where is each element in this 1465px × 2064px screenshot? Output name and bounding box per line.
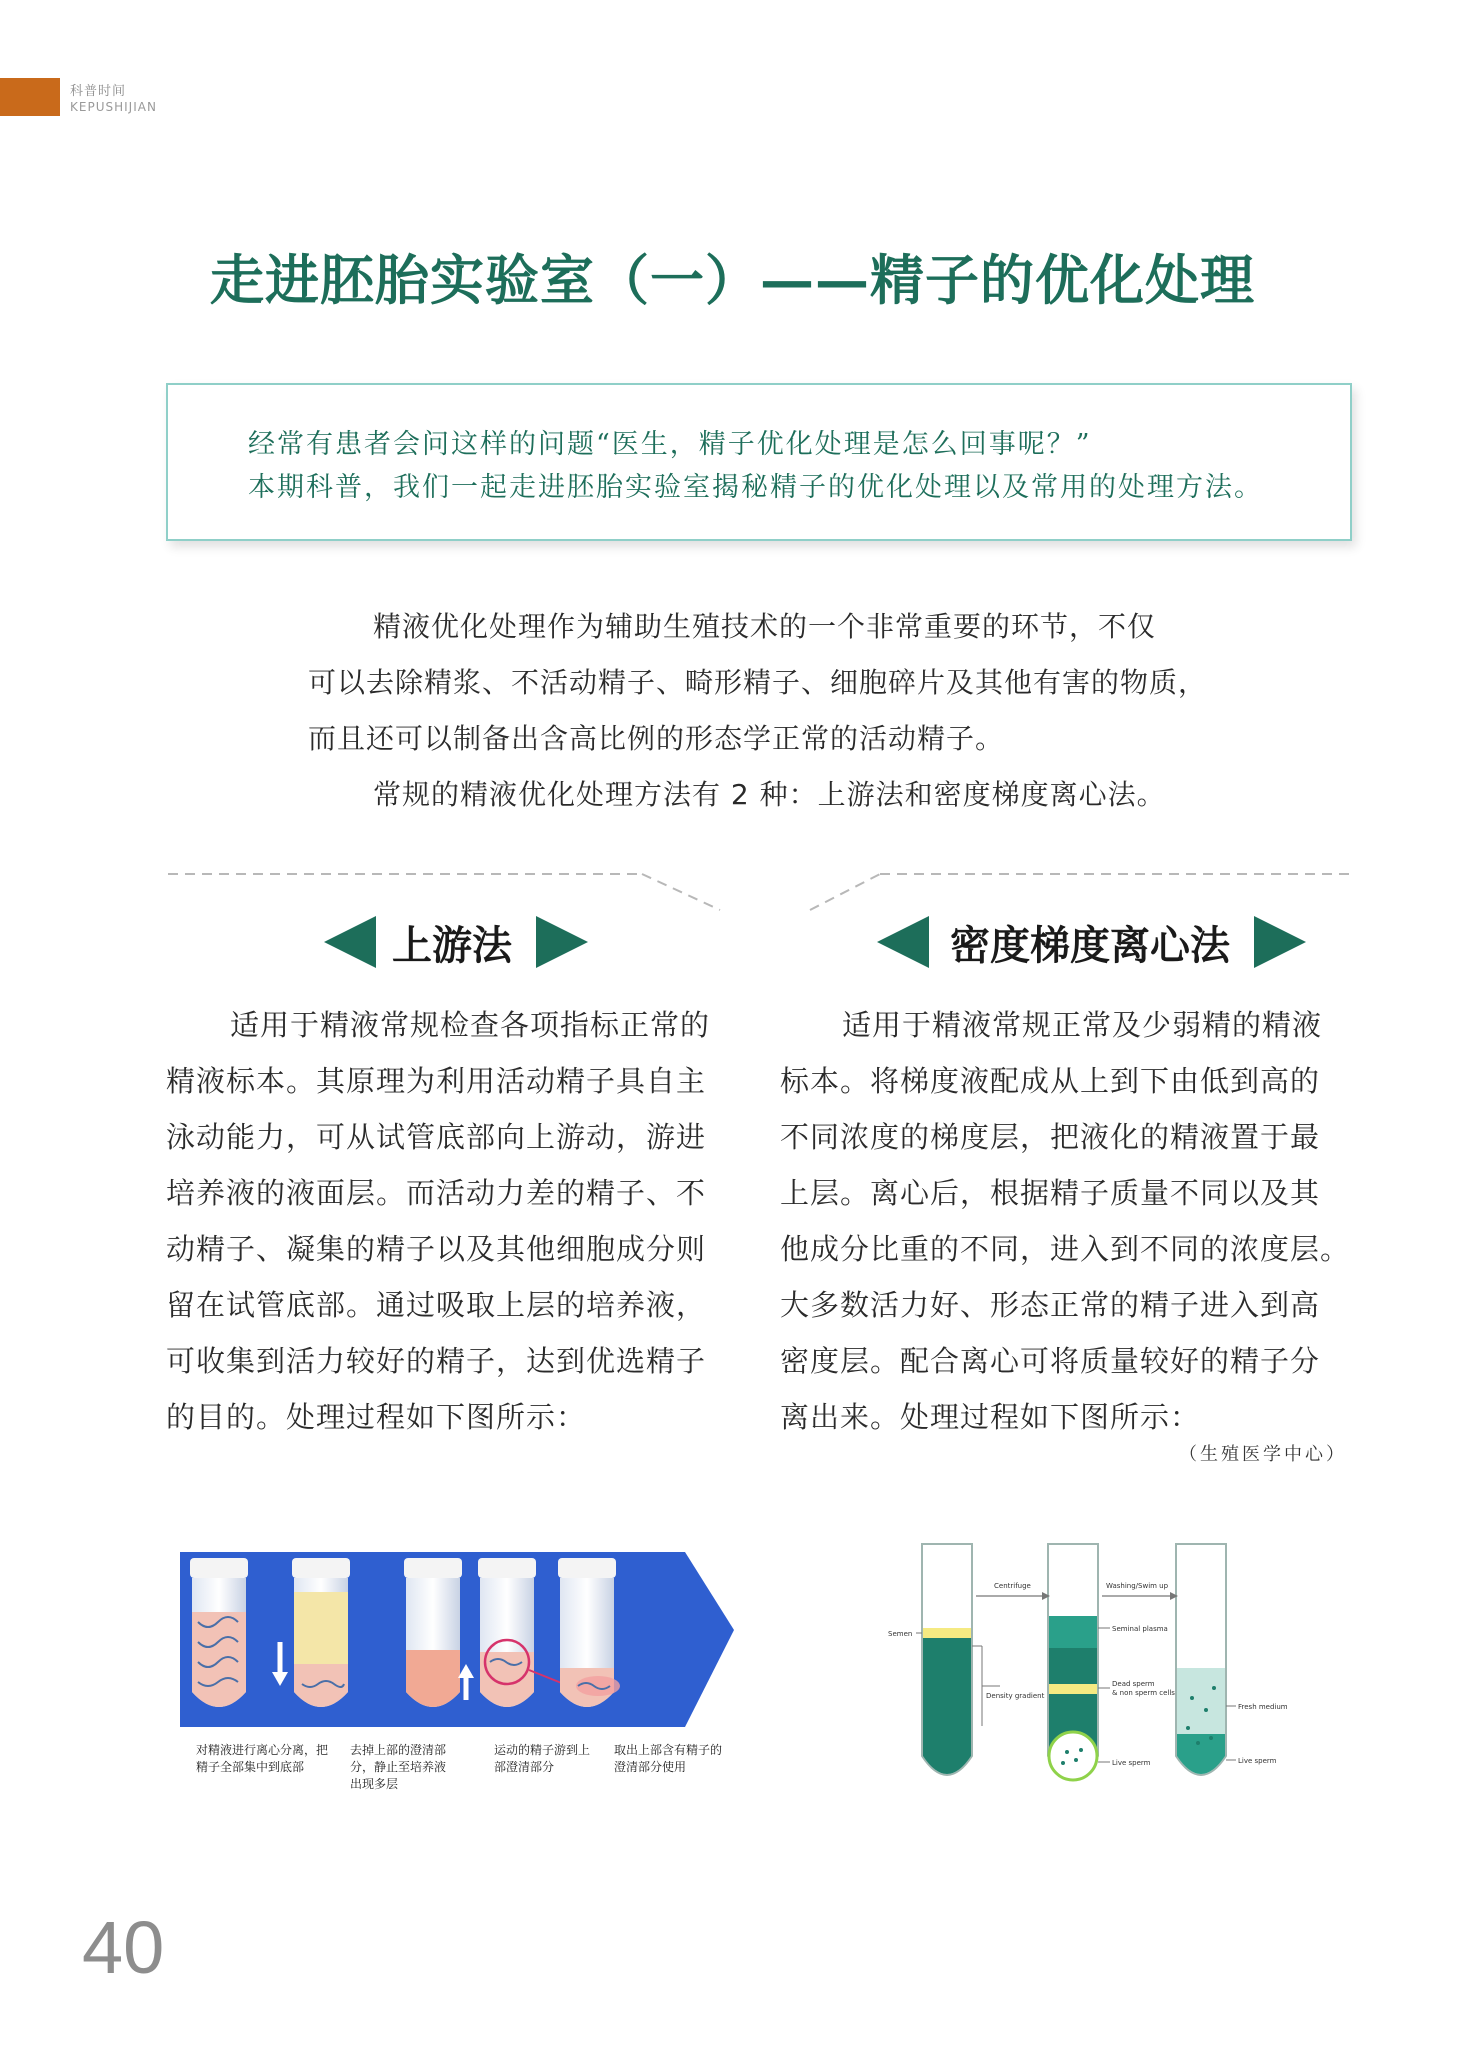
left-line-3: 泳动能力，可从试管底部向上游动，游进 [166, 1120, 707, 1154]
page-number: 40 [82, 1906, 165, 1989]
left-line-2: 精液标本。其原理为利用活动精子具自主 [166, 1064, 707, 1098]
density-gradient-figure [870, 1538, 1290, 1800]
body-line-1: 精液优化处理作为辅助生殖技术的一个非常重要的环节，不仅 [373, 610, 1157, 643]
intro-box [166, 383, 1352, 541]
left-line-4: 培养液的液面层。而活动力差的精子、不 [166, 1176, 707, 1210]
tube-3 [404, 1558, 462, 1707]
left-line-1: 适用于精液常规检查各项指标正常的 [230, 1008, 711, 1042]
intro-line-1: 经常有患者会问这样的问题“医生，精子优化处理是怎么回事呢？” [248, 429, 1092, 460]
left-line-6: 留在试管底部。通过吸取上层的培养液， [166, 1288, 707, 1322]
gradient-tube-2 [1048, 1544, 1098, 1780]
header-accent-bar [0, 78, 60, 116]
left-line-5: 动精子、凝集的精子以及其他细胞成分则 [166, 1232, 707, 1266]
source-note: （生殖医学中心） [1179, 1444, 1347, 1465]
body-line-2: 可以去除精浆、不活动精子、畸形精子、细胞碎片及其他有害的物质， [308, 666, 1208, 699]
label-seminal-plasma: Seminal plasma [1112, 1625, 1168, 1633]
header-section-cn: 科普时间 [70, 84, 127, 99]
right-arrow-icon [1252, 914, 1308, 970]
label-fresh-medium: Fresh medium [1238, 1703, 1288, 1711]
figure-caption-1: 对精液进行离心分离，把精子全部集中到底部 [196, 1743, 329, 1774]
right-arrow-icon [534, 914, 590, 970]
left-arrow-icon [322, 914, 378, 970]
intro-line-2: 本期科普，我们一起走进胚胎实验室揭秘精子的优化处理以及常用的处理方法。 [248, 472, 1263, 503]
tube-1 [190, 1558, 248, 1707]
body-line-4: 常规的精液优化处理方法有 2 种：上游法和密度梯度离心法。 [373, 778, 1166, 811]
right-line-1: 适用于精液常规正常及少弱精的精液 [842, 1008, 1323, 1042]
page-title: 走进胚胎实验室（一）——精子的优化处理 [210, 248, 1255, 312]
gradient-tube-3 [1176, 1544, 1226, 1775]
right-line-8: 离出来。处理过程如下图所示： [780, 1400, 1201, 1434]
label-semen: Semen [888, 1630, 913, 1638]
figure-caption-3: 运动的精子游到上部澄清部分 [494, 1743, 591, 1774]
figure-caption-4: 取出上部含有精子的澄清部分使用 [614, 1743, 723, 1774]
left-section-heading: 上游法 [392, 922, 512, 969]
right-line-6: 大多数活力好、形态正常的精子进入到高 [780, 1288, 1321, 1322]
label-live-sperm-2: Live sperm [1238, 1757, 1277, 1765]
label-centrifuge: Centrifuge [994, 1582, 1031, 1590]
gradient-tube-1 [922, 1544, 972, 1775]
swim-up-figure [180, 1552, 736, 1734]
header-section-en: KEPUSHIJIAN [70, 100, 157, 114]
figure-caption-2: 去掉上部的澄清部分，静止至培养液出现多层 [350, 1743, 447, 1791]
body-line-3: 而且还可以制备出含高比例的形态学正常的活动精子。 [308, 722, 1005, 755]
label-non-sperm: & non sperm cells [1112, 1689, 1175, 1697]
tube-5 [558, 1558, 620, 1707]
right-line-2: 标本。将梯度液配成从上到下由低到高的 [780, 1064, 1321, 1098]
left-line-8: 的目的。处理过程如下图所示： [166, 1400, 587, 1434]
section-divider [160, 866, 1360, 916]
label-live-sperm-1: Live sperm [1112, 1759, 1151, 1767]
label-density-gradient: Density gradient [986, 1692, 1045, 1700]
right-line-7: 密度层。配合离心可将质量较好的精子分 [780, 1344, 1321, 1378]
label-washing: Washing/Swim up [1106, 1582, 1169, 1590]
right-section-heading: 密度梯度离心法 [950, 922, 1230, 969]
right-line-3: 不同浓度的梯度层，把液化的精液置于最 [780, 1120, 1321, 1154]
right-line-4: 上层。离心后，根据精子质量不同以及其 [780, 1176, 1321, 1210]
left-arrow-icon [875, 914, 931, 970]
right-line-5: 他成分比重的不同，进入到不同的浓度层。 [780, 1232, 1351, 1266]
label-dead-sperm: Dead sperm [1112, 1680, 1155, 1688]
left-line-7: 可收集到活力较好的精子，达到优选精子 [166, 1344, 707, 1378]
